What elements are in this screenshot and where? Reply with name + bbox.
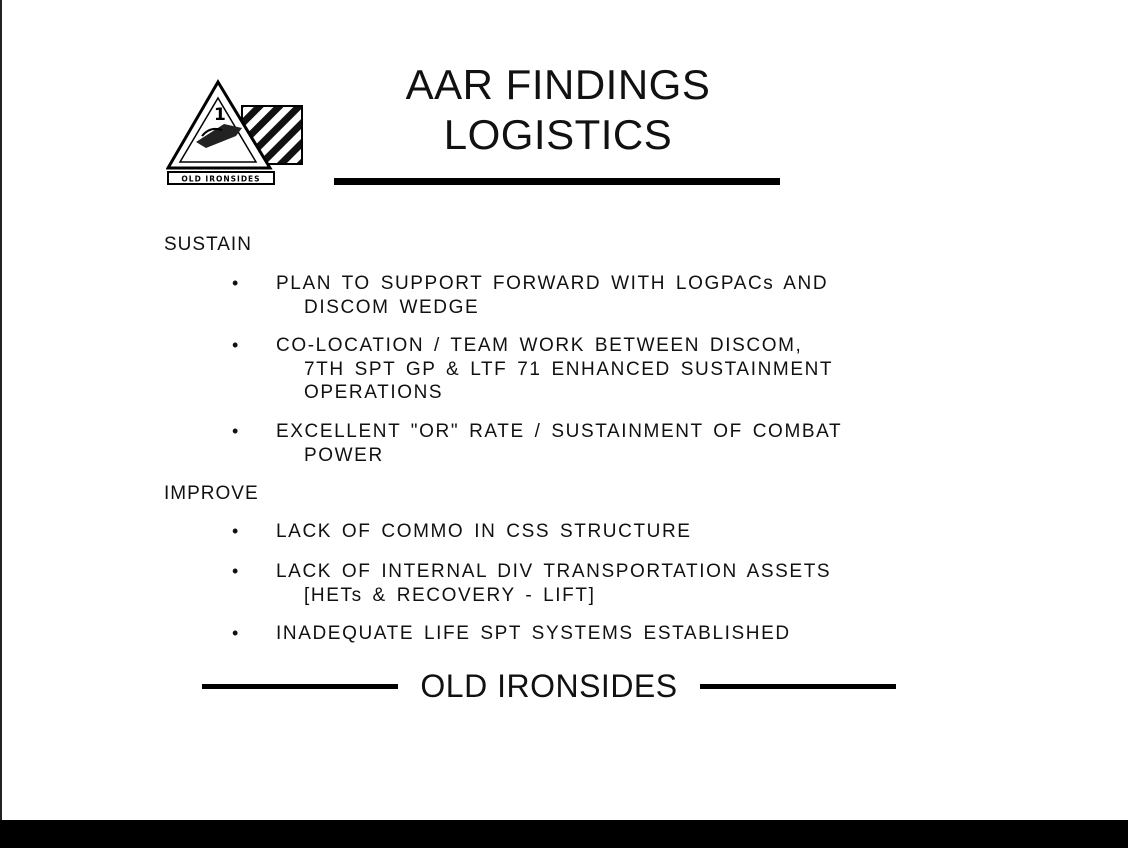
division-emblem-icon (166, 76, 308, 188)
item-line: EXCELLENT "OR" RATE / SUSTAINMENT OF COMBAT (276, 421, 843, 442)
item-line: PLAN TO SUPPORT FORWARD WITH LOGPACs AND (276, 273, 829, 294)
emblem-number: 1 (214, 105, 226, 125)
item-line: LACK OF INTERNAL DIV TRANSPORTATION ASSETS (276, 561, 832, 582)
bullet-icon: • (232, 421, 240, 441)
footer-title: OLD IRONSIDES (420, 668, 678, 704)
sustain-heading: SUSTAIN (164, 234, 252, 255)
item-line: OPERATIONS (304, 382, 444, 403)
item-line: DISCOM WEDGE (304, 296, 480, 318)
footer-rule-right (700, 684, 896, 689)
bullet-icon: • (232, 521, 240, 541)
bullet-icon: • (232, 561, 240, 581)
bullet-icon: • (232, 623, 240, 643)
footer-rule-left (202, 684, 398, 689)
bullet-icon: • (232, 273, 240, 293)
item-line: [HETs & RECOVERY - LIFT] (304, 584, 596, 606)
page-title (360, 60, 756, 160)
item-line: 7TH SPT GP & LTF 71 ENHANCED SUSTAINMENT (304, 358, 834, 380)
title-underline (334, 178, 780, 185)
scan-edge (0, 0, 2, 820)
title-line-1: AAR FINDINGS (405, 61, 711, 108)
scan-bottom-bar (0, 820, 1128, 848)
bullet-icon: • (232, 335, 240, 355)
emblem-banner: OLD IRONSIDES (181, 174, 261, 184)
item-line: CO-LOCATION / TEAM WORK BETWEEN DISCOM, (276, 335, 803, 356)
title-line-2: LOGISTICS (443, 111, 673, 158)
item-line: POWER (304, 444, 384, 466)
improve-heading: IMPROVE (164, 483, 259, 504)
item-line: LACK OF COMMO IN CSS STRUCTURE (276, 521, 692, 542)
item-line: INADEQUATE LIFE SPT SYSTEMS ESTABLISHED (276, 623, 791, 644)
